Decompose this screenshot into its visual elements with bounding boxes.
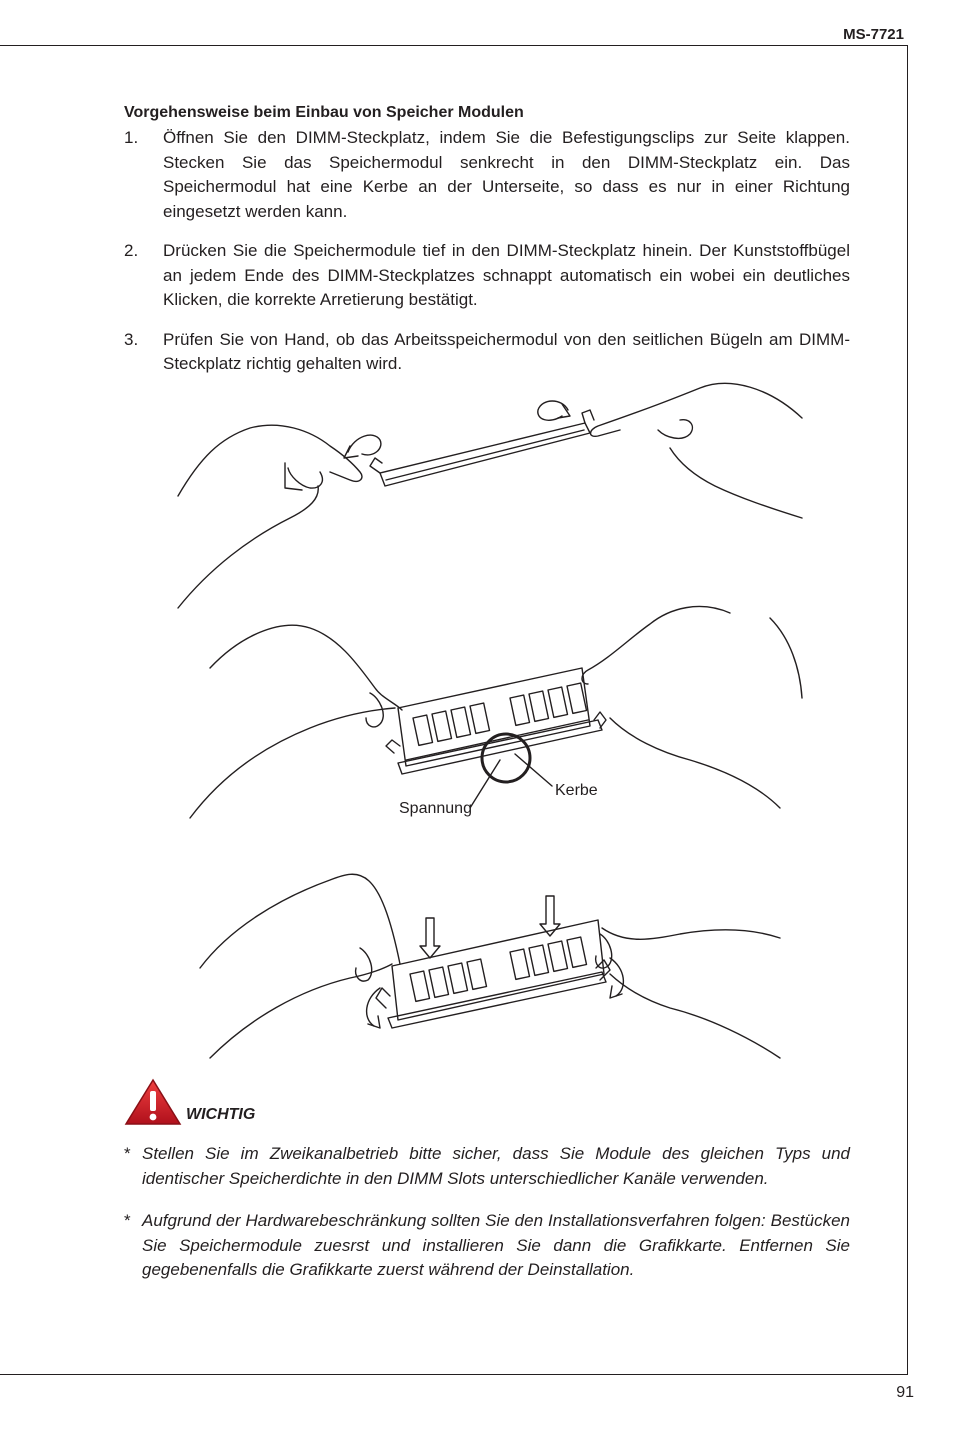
step-item <box>124 239 850 313</box>
step-number: 3. <box>124 329 139 349</box>
notch-label: Kerbe <box>555 782 598 799</box>
warning-icon <box>124 1078 182 1126</box>
panel-insert-module <box>190 607 802 818</box>
step-item <box>124 126 850 224</box>
warning-notes <box>124 1142 850 1301</box>
warning-title: WICHTIG <box>186 1106 256 1123</box>
dimm-installation-figure <box>170 368 810 1078</box>
step-text: Prüfen Sie von Hand, ob das Arbeitsspeichermodul von den seitlichen Bügeln am DIMM-Steckplatz richtig gehalten wird. <box>163 329 850 373</box>
installation-steps <box>124 126 850 392</box>
note-bullet: * <box>124 1144 131 1163</box>
voltage-label: Spannung <box>399 800 472 817</box>
note-text: Stellen Sie im Zweikanalbetrieb bitte sicher, dass Sie Module des gleichen Typs und identischer Speicherdichte in den DIMM Slots unterschiedlicher Kanäle verwenden. <box>142 1144 850 1188</box>
step-text: Öffnen Sie den DIMM-Steckplatz, indem Sie die Befestigungsclips zur Seite klappen. Stecken Sie das Speichermodul senkrecht in den DIMM-Steckplatz ein. Das Speichermodul hat eine Kerbe an der Unterseite, so dass es nur in einer Richtung eingesetzt werden kann. <box>163 128 850 221</box>
panel-open-clips <box>178 383 802 608</box>
model-number: MS-7721 <box>843 26 904 43</box>
step-number: 2. <box>124 241 139 260</box>
page-number: 91 <box>896 1384 914 1401</box>
step-number: 1. <box>124 128 139 147</box>
dimm-illustration <box>170 368 810 1078</box>
section-heading: Vorgehensweise beim Einbau von Speicher Modulen <box>124 104 524 121</box>
note-bullet: * <box>124 1211 131 1230</box>
step-text: Drücken Sie die Speichermodule tief in den DIMM-Steckplatz hinein. Der Kunststoffbügel an jedem Ende des DIMM-Steckplatzes schnappt automatisch ein wobei ein deutliches Klicken, die korrekte Arretierung bestätigt. <box>163 241 850 309</box>
panel-press-module <box>200 874 780 1058</box>
top-rule <box>0 45 908 46</box>
bottom-rule <box>0 1374 908 1375</box>
right-rule <box>907 45 908 1375</box>
note-text: Aufgrund der Hardwarebeschränkung sollten Sie den Installationsverfahren folgen: Bestücken Sie Speichermodule zuesrst und installieren Sie dann die Grafikkarte. Entfernen Sie gegebenenfalls die Grafikkarte zuerst während der Deinstallation. <box>142 1211 850 1279</box>
note-item <box>124 1209 850 1283</box>
note-item <box>124 1142 850 1191</box>
